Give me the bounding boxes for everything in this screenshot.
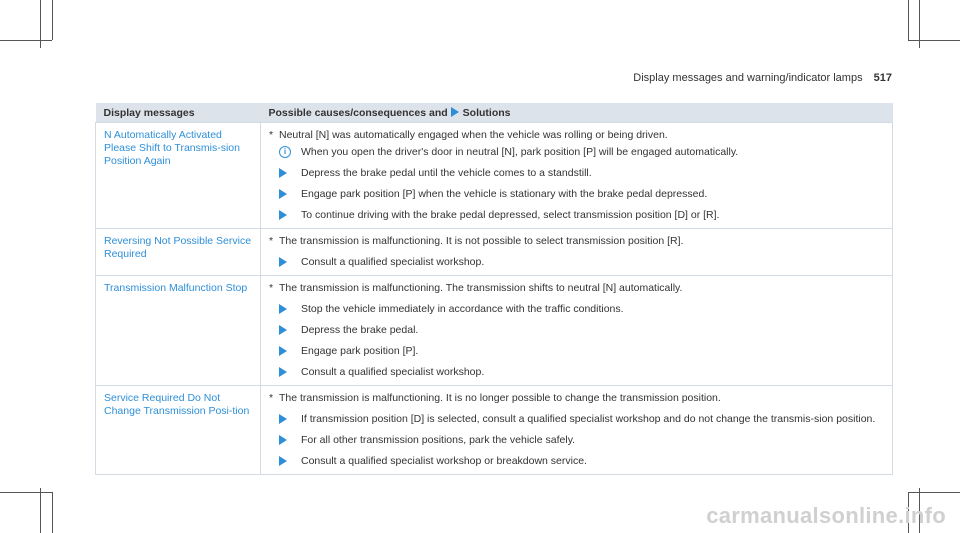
- arrow-icon: [279, 189, 287, 199]
- crop-mark: [0, 40, 52, 41]
- page-number: 517: [873, 72, 892, 84]
- crop-mark: [52, 0, 53, 40]
- solutions-cell: [261, 123, 893, 229]
- arrow-icon: [451, 107, 459, 117]
- arrow-icon: [279, 168, 287, 178]
- arrow-icon: [279, 435, 287, 445]
- solution-step: To continue driving with the brake pedal depressed, select transmission position [D] or [R].: [279, 209, 884, 222]
- solution-step: Stop the vehicle immediately in accordance with the traffic conditions.: [279, 303, 884, 316]
- crop-mark: [52, 492, 53, 533]
- display-message: Service Required Do Not Change Transmission Posi-tion: [96, 386, 261, 475]
- solution-step: Engage park position [P].: [279, 345, 884, 358]
- cause-text: * The transmission is malfunctioning. It is not possible to select transmission position [R].: [269, 235, 684, 247]
- arrow-icon: [279, 304, 287, 314]
- display-message: Transmission Malfunction Stop: [96, 276, 261, 386]
- crop-mark: [0, 492, 52, 493]
- crop-mark: [908, 0, 909, 40]
- crop-mark: [908, 492, 960, 493]
- cause-text: * The transmission is malfunctioning. It is no longer possible to change the transmission position.: [269, 392, 721, 404]
- table-row: [96, 229, 893, 276]
- solution-step: Consult a qualified specialist workshop.: [279, 256, 884, 269]
- arrow-icon: [279, 346, 287, 356]
- column-header-messages: Display messages: [96, 103, 261, 123]
- cause-text: * Neutral [N] was automatically engaged when the vehicle was rolling or being driven.: [269, 129, 668, 141]
- solution-step: Consult a qualified specialist workshop or breakdown service.: [279, 455, 884, 468]
- display-messages-table: [95, 103, 893, 475]
- page-header: [633, 72, 892, 84]
- solutions-cell: [261, 229, 893, 276]
- column-header-solutions: Possible causes/consequences and Solutions: [261, 103, 893, 123]
- crop-mark: [40, 488, 41, 533]
- solution-step: Depress the brake pedal.: [279, 324, 884, 337]
- solution-step: For all other transmission positions, park the vehicle safely.: [279, 434, 884, 447]
- solution-step: Depress the brake pedal until the vehicle comes to a standstill.: [279, 167, 884, 180]
- solution-step: If transmission position [D] is selected, consult a qualified specialist workshop and do not change the transmis-sion position.: [279, 413, 884, 426]
- display-message: N Automatically Activated Please Shift to Transmis-sion Position Again: [96, 123, 261, 229]
- table-row: [96, 276, 893, 386]
- solutions-cell: [261, 276, 893, 386]
- arrow-icon: [279, 456, 287, 466]
- solution-step: Consult a qualified specialist workshop.: [279, 366, 884, 379]
- cause-text: * The transmission is malfunctioning. The transmission shifts to neutral [N] automatically.: [269, 282, 683, 294]
- arrow-icon: [279, 210, 287, 220]
- arrow-icon: [279, 325, 287, 335]
- watermark: carmanualsonline.info: [706, 503, 946, 528]
- arrow-icon: [279, 257, 287, 267]
- solution-step: Engage park position [P] when the vehicle is stationary with the brake pedal depressed.: [279, 188, 884, 201]
- display-message: Reversing Not Possible Service Required: [96, 229, 261, 276]
- solutions-cell: [261, 386, 893, 475]
- crop-mark: [908, 40, 960, 41]
- table-row: [96, 123, 893, 229]
- info-note: i When you open the driver's door in neutral [N], park position [P] will be engaged automatically.: [279, 146, 884, 159]
- info-icon: i: [279, 146, 291, 158]
- arrow-icon: [279, 367, 287, 377]
- section-title: Display messages and warning/indicator lamps: [633, 72, 863, 84]
- table-row: [96, 386, 893, 475]
- table-header-row: [96, 103, 893, 123]
- arrow-icon: [279, 414, 287, 424]
